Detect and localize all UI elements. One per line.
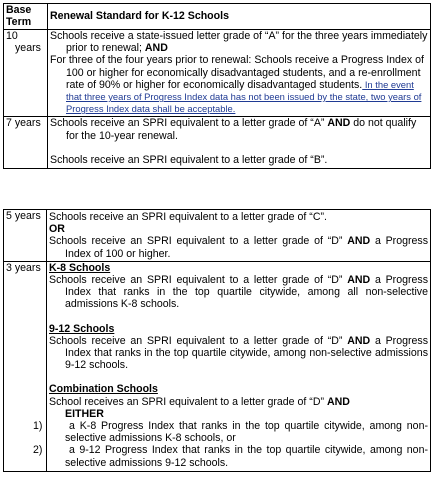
standard-5-years — [47, 210, 431, 262]
standard-5-para2 — [49, 235, 428, 259]
combination-option-1 — [33, 420, 428, 445]
standard-10-note: In the event that three years of Progress Index data has not been issued by the state, two years of Progress Index data shall be acceptable. — [66, 78, 422, 115]
term-10-unit: years — [15, 42, 41, 55]
standard-10-years — [48, 30, 431, 117]
standard-5-para2-text: Schools receive an SPRI equivalent to a letter grade of “D” — [49, 235, 348, 248]
k8-schools-text-a: Schools receive an SPRI equivalent to a letter grade of “D” — [49, 274, 348, 287]
header-base-term-line2: Term — [6, 15, 32, 28]
renewal-table-top — [3, 3, 431, 169]
standard-10-para2 — [50, 54, 428, 115]
combination-and: AND — [326, 395, 350, 408]
standard-10-para2-text: For three of the four years prior to renewal: Schools receive a Progress Index of 100 or higher for economically disadvantaged students, and a re-enrollment rate of 90% or higher for economically disadvantaged students. — [50, 54, 424, 91]
header-base-term — [4, 4, 48, 30]
standard-10-para1-text: Schools receive a state-issued letter grade of “A” for the three years immediately prior to renewal; — [50, 30, 428, 55]
standard-5-or — [49, 223, 428, 235]
option-1-text: a K-8 Progress Index that ranks in the top quartile citywide, among non-selective admissions K-8 schools, or — [65, 420, 428, 445]
standard-7-para1-tail: do not qualify for the 10-year renewal. — [66, 117, 417, 142]
term-7-years: 7 years — [4, 117, 48, 169]
spacer — [49, 371, 428, 383]
912-schools-text-b: a Progress Index that ranks in the top quartile citywide, among non-selective admissions 9-12 schools. — [65, 334, 429, 372]
k8-schools-text-b: a Progress Index that ranks in the top quartile citywide, among all non-selective admissions K-8 schools. — [65, 274, 429, 311]
term-5-years: 5 years — [4, 210, 47, 262]
k8-schools-text — [49, 274, 428, 311]
912-schools-heading: 9-12 Schools — [49, 322, 115, 335]
term-3-years: 3 years — [4, 261, 47, 471]
combination-option-2 — [33, 444, 428, 469]
standard-7-para1-text: Schools receive an SPRI equivalent to a letter grade of “A” — [50, 117, 328, 130]
standard-7-years — [48, 117, 431, 169]
standard-5-and: AND — [347, 235, 371, 248]
option-1-number: 1) — [33, 420, 43, 433]
standard-7-para1 — [50, 117, 428, 141]
option-2-number: 2) — [33, 444, 43, 457]
renewal-table-bottom — [3, 209, 431, 472]
header-renewal-standard: Renewal Standard for K-12 Schools — [48, 4, 431, 30]
combination-schools-text-a: School receives an SPRI equivalent to a letter grade of “D” — [49, 395, 327, 408]
row-10-years — [4, 30, 431, 117]
standard-10-and: AND — [144, 42, 168, 55]
combination-either: EITHER — [65, 407, 104, 420]
table-header-row — [4, 4, 431, 30]
standard-10-para1 — [50, 30, 428, 54]
standard-7-para2: Schools receive an SPRI equivalent to a letter grade of “B”. — [50, 153, 328, 166]
combination-schools-heading: Combination Schools — [49, 383, 158, 396]
term-10-years — [4, 30, 48, 117]
912-schools-text-a: Schools receive an SPRI equivalent to a letter grade of “D” — [49, 334, 348, 347]
option-2-text: a 9-12 Progress Index that ranks in the top quartile citywide, among non-selective admissions 9-12 schools. — [65, 444, 428, 469]
standard-5-para2-tail: a Progress Index of 100 or higher. — [65, 235, 429, 260]
912-and: AND — [347, 334, 371, 347]
row-5-years — [4, 210, 431, 262]
k8-and: AND — [347, 274, 371, 287]
standard-5-para1: Schools receive an SPRI equivalent to a letter grade of “C”. — [49, 211, 327, 223]
standard-5-or-text: OR — [49, 223, 65, 236]
spacer — [49, 311, 428, 323]
combination-schools-text — [49, 396, 428, 420]
spacer — [50, 142, 428, 154]
row-3-years — [4, 261, 431, 471]
row-7-years — [4, 117, 431, 169]
k8-schools-heading: K-8 Schools — [49, 261, 111, 274]
standard-3-years — [33, 261, 431, 471]
912-schools-text — [49, 335, 428, 372]
term-10-number: 10 — [6, 30, 18, 42]
standard-7-and: AND — [327, 117, 351, 130]
header-base-term-line1: Base — [6, 4, 32, 16]
